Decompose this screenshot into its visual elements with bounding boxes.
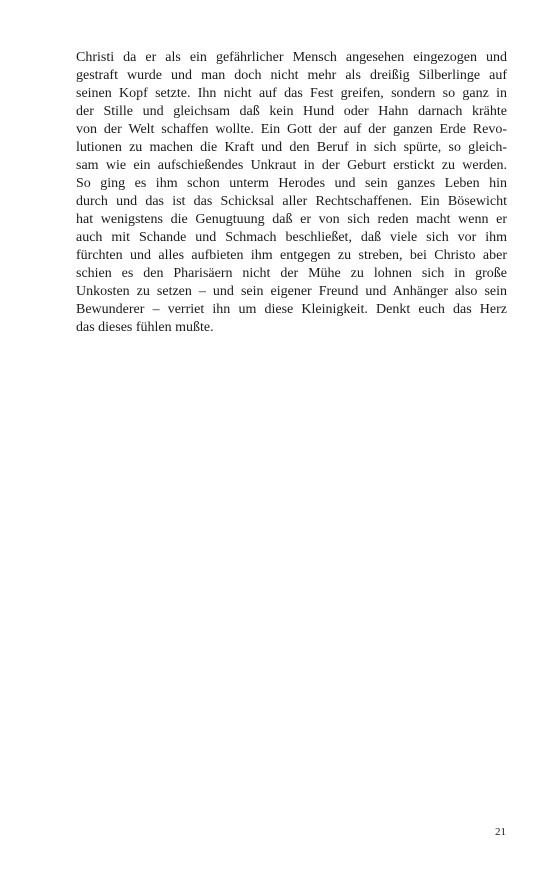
- page-number: 21: [495, 826, 506, 838]
- text-line: Christi da er als ein gefährlicher Mensch angesehen eingezogen und: [76, 50, 507, 65]
- text-line: durch und das ist das Schicksal aller Rechtschaffenen. Ein Bösewicht: [76, 194, 507, 209]
- text-line: Unkosten zu setzen – und sein eigener Freund und Anhänger also sein: [76, 284, 507, 299]
- text-line: lutionen zu machen die Kraft und den Beruf in sich spürte, so gleich-: [76, 140, 507, 155]
- text-line: der Stille und gleichsam daß kein Hund oder Hahn darnach krähte: [76, 104, 507, 119]
- text-line: hat wenigstens die Genugtuung daß er von sich reden macht wenn er: [76, 212, 507, 227]
- text-line: schien es den Pharisäern nicht der Mühe zu lohnen sich in große: [76, 266, 507, 281]
- text-line: gestraft wurde und man doch nicht mehr als dreißig Silberlinge auf: [76, 68, 507, 83]
- text-line: sam wie ein aufschießendes Unkraut in der Geburt erstickt zu werden.: [76, 158, 507, 173]
- text-line: Bewunderer – verriet ihn um diese Kleinigkeit. Denkt euch das Herz: [76, 302, 507, 317]
- body-paragraph: [76, 49, 507, 337]
- text-line: fürchten und alles aufbieten ihm entgegen zu streben, bei Christo aber: [76, 248, 507, 263]
- text-line: seinen Kopf setzte. Ihn nicht auf das Fest greifen, sondern so ganz in: [76, 86, 507, 101]
- text-line: auch mit Schande und Schmach beschließet, daß viele sich vor ihm: [76, 230, 507, 245]
- text-line: So ging es ihm schon unterm Herodes und sein ganzes Leben hin: [76, 176, 507, 191]
- text-line: von der Welt schaffen wollte. Ein Gott der auf der ganzen Erde Revo-: [76, 122, 507, 137]
- text-line: das dieses fühlen mußte.: [76, 320, 214, 335]
